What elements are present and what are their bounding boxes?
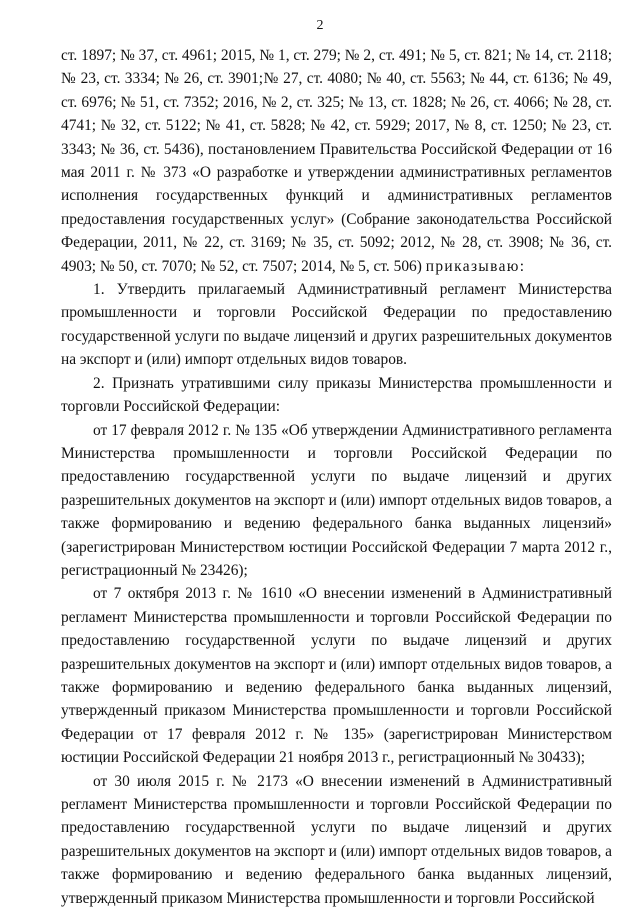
page-number: 2 — [316, 18, 324, 33]
paragraph-order-2012: от 17 февраля 2012 г. № 135 «Об утверждении Административного регламента Министерства промышленности и торговли Российской Федерации по предоставлению государственной услуги по выдаче лицензий и других разрешительных документов на экспорт и (или) импорт отдельных видов товаров, а также формированию и ведению федерального банка выданных лицензий» (зарегистрирован Министерством юстиции Российской Федерации 7 марта 2012 г., регистрационный № 23426); — [61, 421, 612, 579]
document-body — [61, 44, 612, 910]
paragraph-order-2013: от 7 октября 2013 г. № 1610 «О внесении изменений в Административный регламент Министерства промышленности и торговли Российской Федерации по предоставлению государственной услуги по выдаче лицензий и других разрешительных документов на экспорт и (или) импорт отдельных видов товаров, а также формированию и ведению федерального банка выданных лицензий, утвержденный приказом Министерства промышленности и торговли Российской Федерации от 17 февраля 2012 г. № 135» (зарегистрирован Министерством юстиции Российской Федерации 21 ноября 2013 г., регистрационный № 30433); — [61, 585, 612, 767]
paragraph-item-1: 1. Утвердить прилагаемый Административный регламент Министерства промышленности и торговли Российской Федерации по предоставлению государственной услуги по выдаче лицензий и других разрешительных документов на экспорт и (или) импорт отдельных видов товаров. — [61, 281, 612, 369]
paragraph-legal-basis-text: ст. 1897; № 37, ст. 4961; 2015, № 1, ст. 279; № 2, ст. 491; № 5, ст. 821; № 14, ст. 2118; № 23, ст. 3334; № 26, ст. 3901;№ 27, ст. 4080; № 40, ст. 5563; № 44, ст. 6136; № 49, ст. 6976; № 51, ст. 7352; 2016, № 2, ст. 325; № 13, ст. 1828; № 26, ст. 4066; № 28, ст. 4741; № 32, ст. 5122; № 41, ст. 5828; № 42, ст. 5929; 2017, № 8, ст. 1250; № 23, ст. 3343; № 36, ст. 5436), постановлением Правительства Российской Федерации от 16 мая 2011 г. № 373 «О разработке и утверждении административных регламентов исполнения государственных функций и административных регламентов предоставления государственных услуг» (Собрание законодательства Российской Федерации, 2011, № 22, ст. 3169; № 35, ст. 5092; 2012, № 28, ст. 3908; № 36, ст. 4903; № 50, ст. 7070; № 52, ст. 7507; 2014, № 5, ст. 506) — [61, 47, 612, 275]
paragraph-order-2015: от 30 июля 2015 г. № 2173 «О внесении изменений в Административный регламент Министерства промышленности и торговли Российской Федерации по предоставлению государственной услуги по выдаче лицензий и других разрешительных документов на экспорт и (или) импорт отдельных видов товаров, а также формированию и ведению федерального банка выданных лицензий, утвержденный приказом Министерства промышленности и торговли Российской — [61, 772, 612, 907]
paragraph-legal-basis — [61, 44, 612, 278]
paragraph-item-2: 2. Признать утратившими силу приказы Министерства промышленности и торговли Российской Федерации: — [61, 374, 612, 416]
order-keyword: приказываю: — [425, 257, 526, 275]
